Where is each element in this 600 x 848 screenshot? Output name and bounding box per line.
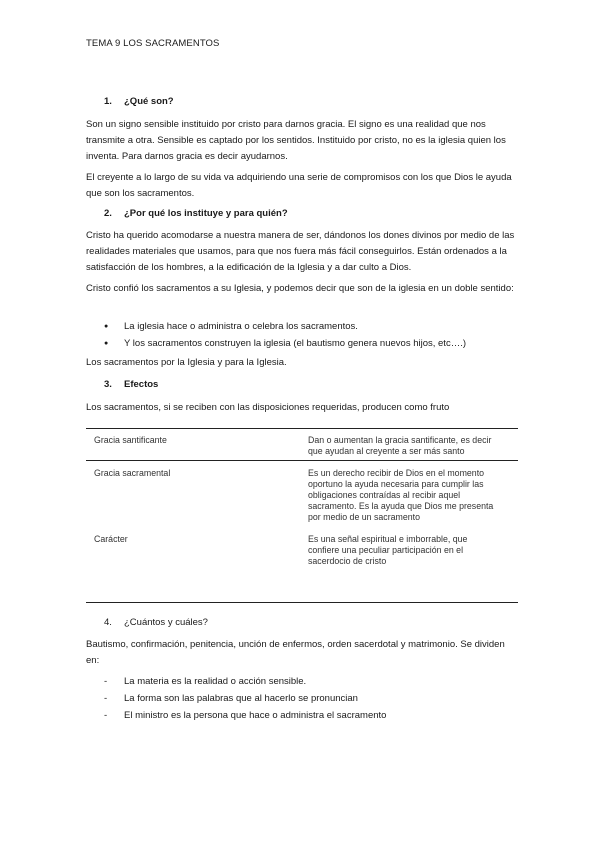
bullet-list [104,318,524,352]
definition-line: por medio de un sacramento [308,512,420,522]
section-number: 2. [104,208,112,219]
section-number: 3. [104,379,112,390]
paragraph: Cristo confió los sacramentos a su Iglesia, y podemos decir que son de la iglesia en un doble sentido: [86,283,514,294]
table-term: Gracia sacramental [94,468,171,478]
table-definition [308,534,513,567]
section-title: ¿Por qué los instituye y para quién? [124,208,288,219]
section-title: ¿Qué son? [124,96,174,107]
list-item: - El ministro es la persona que hace o administra el sacramento [104,707,524,724]
table-term: Gracia santificante [94,435,167,445]
list-item: ● Y los sacramentos construyen la iglesia (el bautismo genera nuevos hijos, etc….) [104,335,524,352]
definition-line: confiere una peculiar participación en el [308,545,464,555]
definition-line: sacerdocio de cristo [308,556,387,566]
list-item: - La materia es la realidad o acción sensible. [104,673,524,690]
paragraph: Los sacramentos por la Iglesia y para la Iglesia. [86,357,287,368]
dash-list [104,673,524,724]
paragraph: El creyente a lo largo de su vida va adquiriendo una serie de compromisos con los que Dios le ayuda que son los sacramentos. [86,172,512,199]
table-term: Carácter [94,534,128,544]
definition-line: obligaciones contraídas al recibir aquel [308,490,461,500]
list-item: ● La iglesia hace o administra o celebra los sacramentos. [104,318,524,335]
definition-line: Dan o aumentan la gracia santificante, es decir [308,435,492,445]
effects-table [86,428,518,603]
paragraph: Los sacramentos, si se reciben con las disposiciones requeridas, producen como fruto [86,402,450,413]
section-number: 1. [104,96,112,107]
table-rule-middle [86,460,518,461]
table-rule-top [86,428,518,429]
section-4-heading [104,617,208,628]
table-definition [308,468,513,523]
paragraph: Bautismo, confirmación, penitencia, unción de enfermos, orden sacerdotal y matrimonio. Se dividen en: [86,639,505,666]
table-definition [308,435,513,457]
definition-line: sacramento. Es la ayuda que Dios me presenta [308,501,494,511]
table-rule-bottom [86,602,518,603]
section-1-heading [104,96,174,107]
paragraph: Son un signo sensible instituido por cristo para darnos gracia. El signo es una realidad que nos transmite a otra. Sensible es captado por los sentidos. Instituido por cristo, no es la iglesia quien los inventa. Para darnos gracia es decir ayudarnos. [86,119,506,162]
definition-line: Es una señal espiritual e imborrable, que [308,534,468,544]
section-number: 4. [104,617,112,628]
paragraph: Cristo ha querido acomodarse a nuestra manera de ser, dándonos los dones divinos por medio de las realidades materiales que usamos, para que nos fuera más fácil conseguirlos. Están ordenados a la satisfacción de los hombres, a la edificación de la Iglesia y a dar culto a Dios. [86,230,515,273]
section-2-heading [104,208,288,219]
section-title: ¿Cuántos y cuáles? [124,617,208,628]
definition-line: Es un derecho recibir de Dios en el momento [308,468,485,478]
list-item: - La forma son las palabras que al hacerlo se pronuncian [104,690,524,707]
document-title: TEMA 9 LOS SACRAMENTOS [86,38,220,49]
section-title: Efectos [124,379,159,390]
definition-line: que ayudan al creyente a ser más santo [308,446,465,456]
definition-line: oportuno la ayuda necesaria para cumplir las [308,479,484,489]
section-3-heading [104,379,158,390]
